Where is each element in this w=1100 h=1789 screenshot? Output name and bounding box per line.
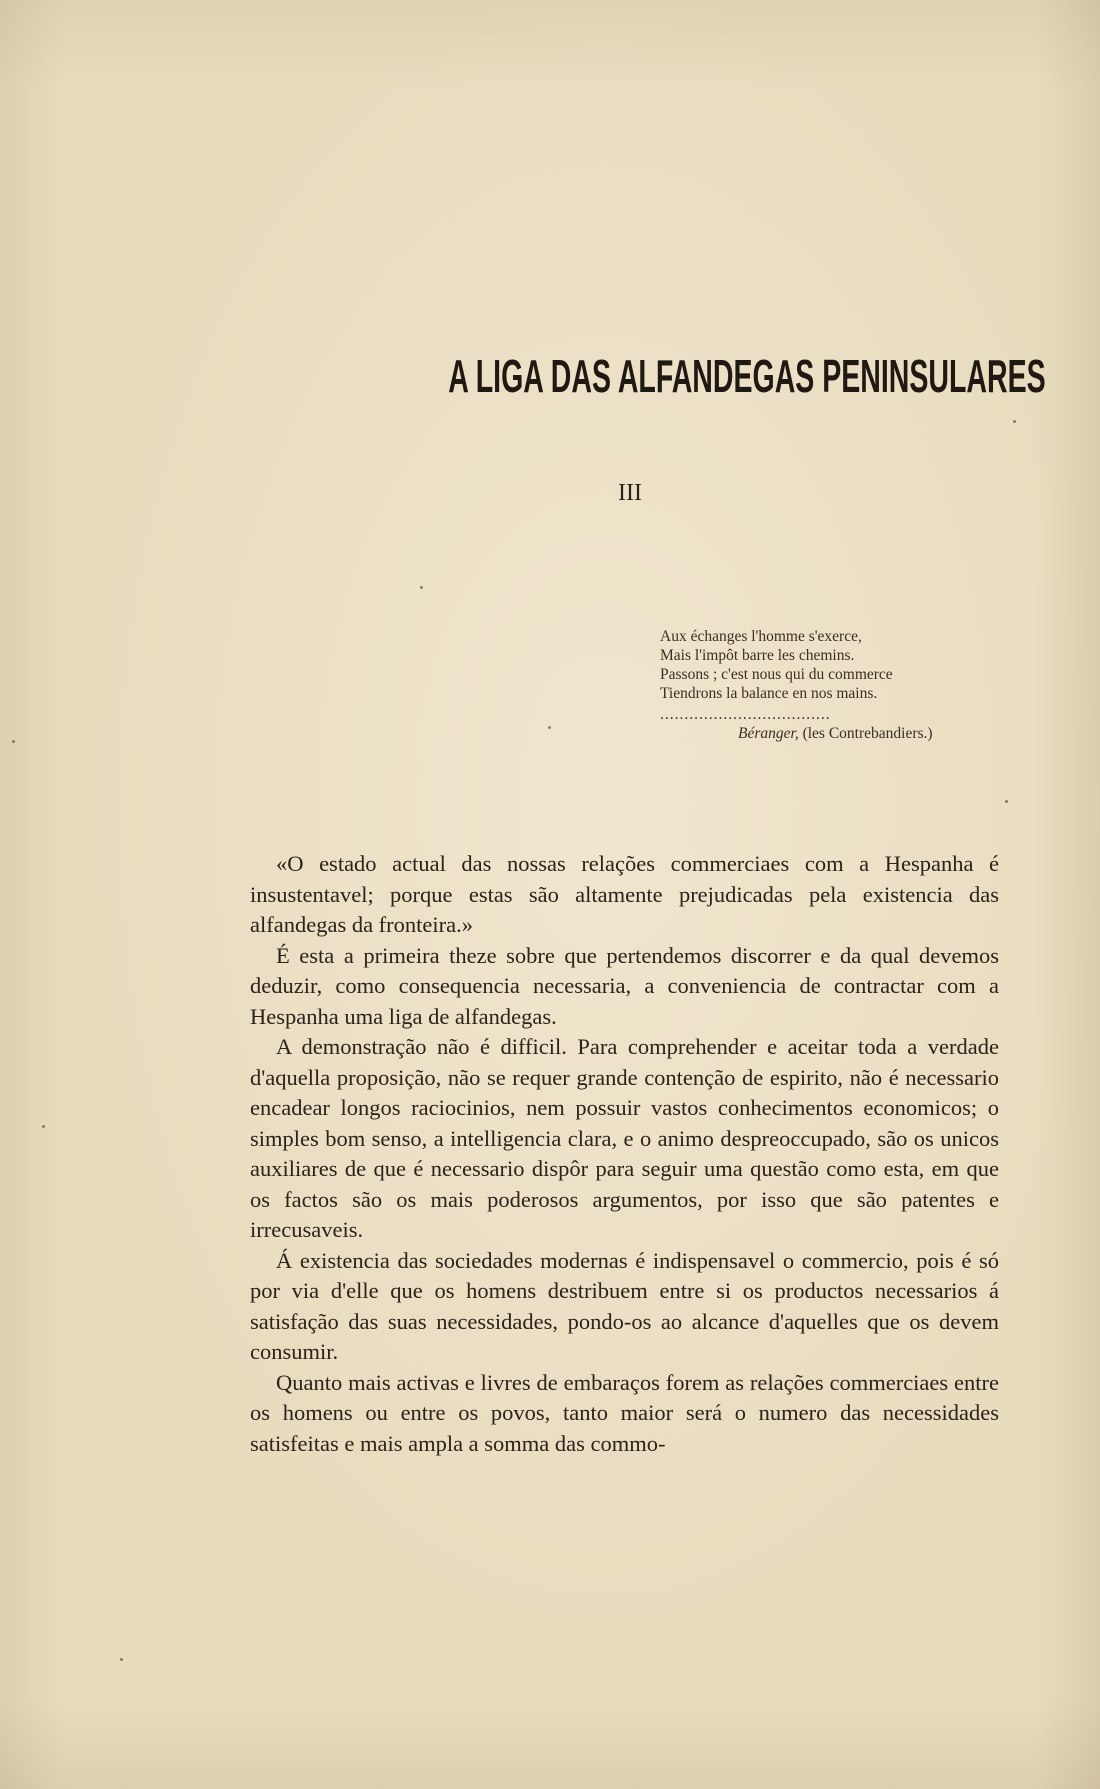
epigraph-author: Béranger,: [738, 725, 799, 742]
paragraph: É esta a primeira theze sobre que pertendemos discorrer e da qual devemos deduzir, como consequencia necessaria, a conveniencia de contractar com a Hespanha uma liga de alfandegas.: [250, 942, 999, 1029]
article-body: [250, 849, 999, 1459]
epigraph-attribution: [738, 724, 1020, 743]
epigraph-line: Mais l'impôt barre les chemins.: [660, 647, 855, 664]
epigraph-line: Aux échanges l'homme s'exerce,: [660, 628, 862, 645]
epigraph-work: (les Contrebandiers.): [802, 725, 933, 742]
paragraph: Quanto mais activas e livres de embaraços forem as relações commerciaes entre os homens ou entre os povos, tanto maior será o numero das necessidades satisfeitas e mais ampla a somma das commo-: [250, 1369, 999, 1456]
epigraph-line: Passons ; c'est nous qui du commerce: [660, 666, 893, 683]
paragraph: Á existencia das sociedades modernas é indispensavel o commercio, pois é só por via d'elle que os homens destribuem entre si os productos necessarios á satisfação das suas necessidades, pondo-os ao alcance d'aquelles que os devem consumir.: [250, 1247, 999, 1364]
epigraph-line: Tiendrons la balance en nos mains.: [660, 685, 878, 702]
paragraph: «O estado actual das nossas relações commerciaes com a Hespanha é insustentavel; porque estas são altamente prejudicadas pela existencia das alfandegas da fronteira.»: [250, 851, 999, 937]
article-title: A LIGA DAS ALFANDEGAS PENINSULARES: [448, 349, 1046, 402]
epigraph-dotted-rule: ...................................: [660, 706, 831, 723]
section-number: III: [618, 480, 642, 506]
epigraph: [660, 627, 1020, 743]
paragraph: A demonstração não é difficil. Para comprehender e aceitar toda a verdade d'aquella proposição, não se requer grande contenção de espirito, não é necessario encadear longos raciocinios, nem possuir vastos conhecimentos economicos; o simples bom senso, a intelligencia clara, e o animo despreoccupado, são os unicos auxiliares de que é necessario dispôr para seguir uma questão como esta, em que os factos são os mais poderosos argumentos, por isso que são patentes e irrecusaveis.: [250, 1034, 999, 1242]
